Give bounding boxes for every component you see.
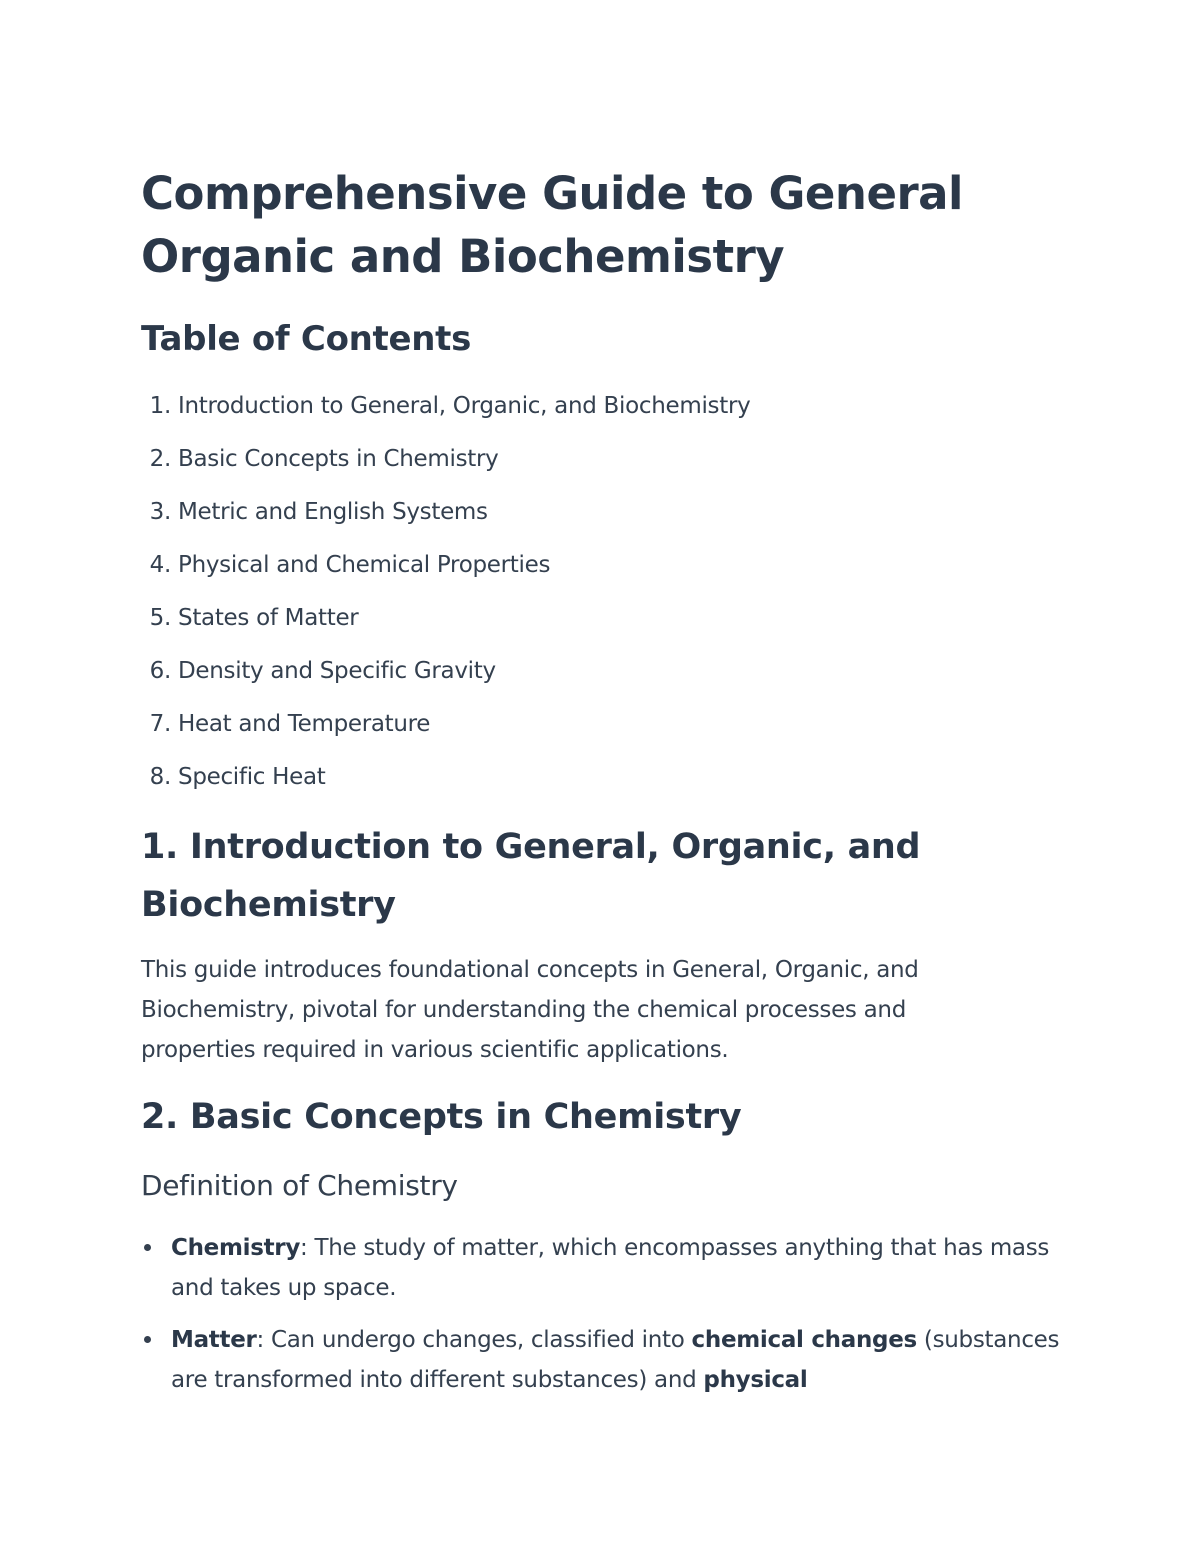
definition-list: [141, 1228, 1061, 1412]
toc-item-label: States of Matter: [178, 605, 359, 631]
bullet-dot-icon: [144, 1336, 151, 1343]
toc-item-label: Metric and English Systems: [178, 499, 488, 525]
section-2-heading: 2. Basic Concepts in Chemistry: [141, 1097, 742, 1137]
toc-item: [141, 651, 750, 704]
table-of-contents: [141, 386, 750, 810]
toc-item-number: 7.: [149, 711, 171, 737]
bullet-dot-icon: [144, 1244, 151, 1251]
toc-item-label: Introduction to General, Organic, and Biochemistry: [178, 393, 751, 419]
toc-item-number: 1.: [149, 393, 171, 419]
toc-item-number: 3.: [149, 499, 171, 525]
term-physical: physical: [703, 1367, 808, 1393]
section-1-paragraph: This guide introduces foundational concepts in General, Organic, and Biochemistry, pivotal for understanding the chemical processes and properties required in various scientific applications.: [141, 957, 919, 1063]
toc-item: [141, 492, 750, 545]
toc-item-number: 2.: [149, 446, 171, 472]
toc-item-number: 8.: [149, 764, 171, 790]
toc-item-label: Heat and Temperature: [178, 711, 431, 737]
toc-item: [141, 545, 750, 598]
toc-item-label: Specific Heat: [178, 764, 326, 790]
toc-item: [141, 704, 750, 757]
toc-item-number: 5.: [149, 605, 171, 631]
toc-heading: Table of Contents: [141, 319, 472, 359]
list-item: [141, 1228, 1061, 1308]
toc-item-label: Basic Concepts in Chemistry: [178, 446, 499, 472]
definition-text: : The study of matter, which encompasses anything that has mass and takes up space.: [171, 1235, 1050, 1301]
toc-item: [141, 439, 750, 492]
toc-item: [141, 757, 750, 810]
toc-item: [141, 386, 750, 439]
term-chemistry: Chemistry: [171, 1235, 301, 1261]
section-1-heading: 1. Introduction to General, Organic, and Biochemistry: [141, 827, 921, 925]
toc-item-label: Physical and Chemical Properties: [178, 552, 551, 578]
toc-item-number: 6.: [149, 658, 171, 684]
toc-item-label: Density and Specific Gravity: [178, 658, 496, 684]
term-chemical-changes: chemical changes: [691, 1327, 917, 1353]
term-matter: Matter: [171, 1327, 257, 1353]
definition-text: : Can undergo changes, classified into: [256, 1327, 692, 1353]
definition-text: (substances are transformed into different substances) and: [171, 1327, 1060, 1393]
toc-item: [141, 598, 750, 651]
list-item: [141, 1320, 1061, 1400]
definition-subheading: Definition of Chemistry: [141, 1169, 458, 1202]
toc-item-number: 4.: [149, 552, 171, 578]
document-title: Comprehensive Guide to General Organic and Biochemistry: [141, 167, 963, 283]
